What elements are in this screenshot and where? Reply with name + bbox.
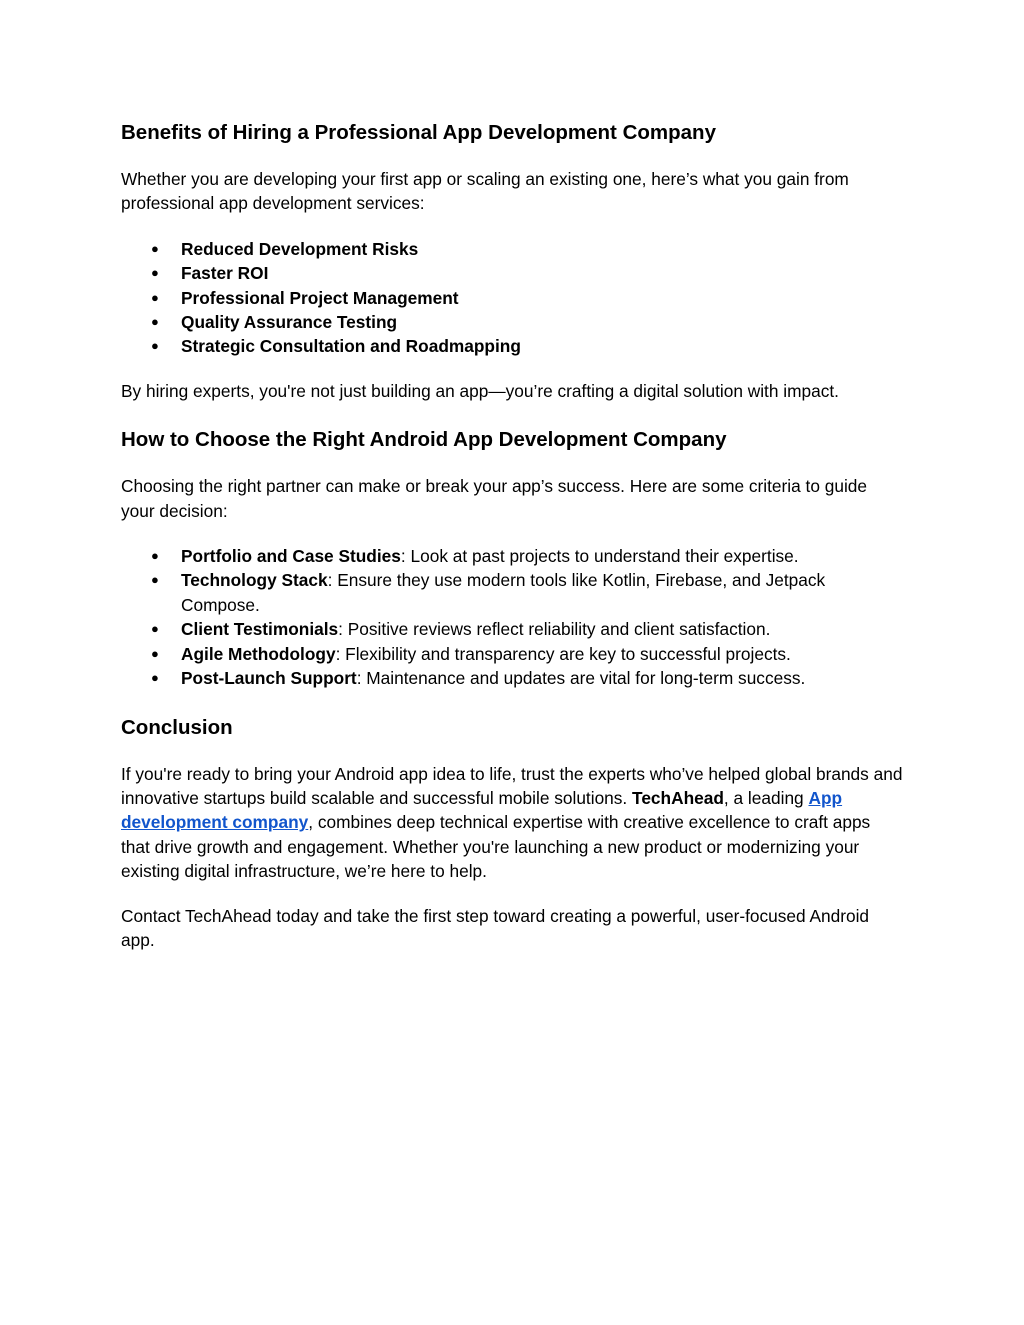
section-heading-choose: How to Choose the Right Android App Development Company bbox=[121, 428, 727, 452]
app-development-company-link[interactable]: App development company bbox=[121, 787, 843, 833]
bullet-icon: ● bbox=[151, 572, 159, 588]
section-heading-conclusion: Conclusion bbox=[121, 715, 233, 739]
list-item bbox=[121, 568, 903, 617]
bullet-icon: ● bbox=[151, 621, 159, 637]
criteria-term: Client Testimonials bbox=[181, 619, 339, 640]
contact-paragraph: Contact TechAhead today and take the first step toward creating a powerful, user-focused Android app. bbox=[121, 905, 870, 950]
list-item bbox=[121, 617, 903, 641]
bullet-icon: ● bbox=[151, 289, 159, 305]
criteria-desc: : Maintenance and updates are vital for long-term success. bbox=[356, 668, 806, 689]
brand-name: TechAhead bbox=[632, 787, 724, 808]
list-item: ● Faster ROI bbox=[121, 261, 903, 285]
benefits-intro: Whether you are developing your first app or scaling an existing one, here’s what you gain from professional app development services: bbox=[121, 169, 849, 214]
list-item: ● Reduced Development Risks bbox=[121, 237, 903, 261]
bullet-icon: ● bbox=[151, 548, 159, 564]
list-item: ● Quality Assurance Testing bbox=[121, 310, 903, 334]
criteria-term: Post-Launch Support bbox=[181, 668, 357, 689]
criteria-desc: : Positive reviews reflect reliability and client satisfaction. bbox=[338, 619, 771, 640]
criteria-term: Agile Methodology bbox=[181, 643, 336, 664]
list-item bbox=[121, 544, 903, 568]
choose-intro: Choosing the right partner can make or break your app’s success. Here are some criteria to guide your decision: bbox=[121, 476, 868, 521]
criteria-desc: : Flexibility and transparency are key to successful projects. bbox=[335, 643, 791, 664]
bullet-icon: ● bbox=[151, 265, 159, 281]
criteria-list bbox=[121, 544, 903, 690]
list-item bbox=[121, 642, 903, 666]
criteria-desc: : Look at past projects to understand their expertise. bbox=[400, 546, 799, 567]
bullet-icon: ● bbox=[151, 314, 159, 330]
benefits-outro: By hiring experts, you're not just building an app—you’re crafting a digital solution with impact. bbox=[121, 380, 839, 401]
benefits-list bbox=[121, 237, 903, 359]
list-item: ● Strategic Consultation and Roadmapping bbox=[121, 334, 903, 358]
criteria-term: Portfolio and Case Studies bbox=[181, 546, 401, 567]
section-heading-benefits: Benefits of Hiring a Professional App Development Company bbox=[121, 121, 716, 144]
bullet-icon: ● bbox=[151, 645, 159, 661]
criteria-desc: : Ensure they use modern tools like Kotlin, Firebase, and Jetpack Compose. bbox=[181, 570, 826, 615]
bullet-icon: ● bbox=[151, 240, 159, 256]
list-item: ● Professional Project Management bbox=[121, 286, 903, 310]
criteria-term: Technology Stack bbox=[181, 570, 328, 591]
conclusion-paragraph: If you're ready to bring your Android app idea to life, trust the experts who’ve helped global brands and innovative startups build scalable and successful mobile solutions. TechAhead, a leading App development company, combines deep technical expertise with creative excellence to craft apps that drive growth and engagement. Whether you're launching a new product or modernizing your existing digital infrastructure, we’re here to help. bbox=[121, 763, 903, 882]
list-item bbox=[121, 666, 903, 690]
bullet-icon: ● bbox=[151, 670, 159, 686]
bullet-icon: ● bbox=[151, 338, 159, 354]
